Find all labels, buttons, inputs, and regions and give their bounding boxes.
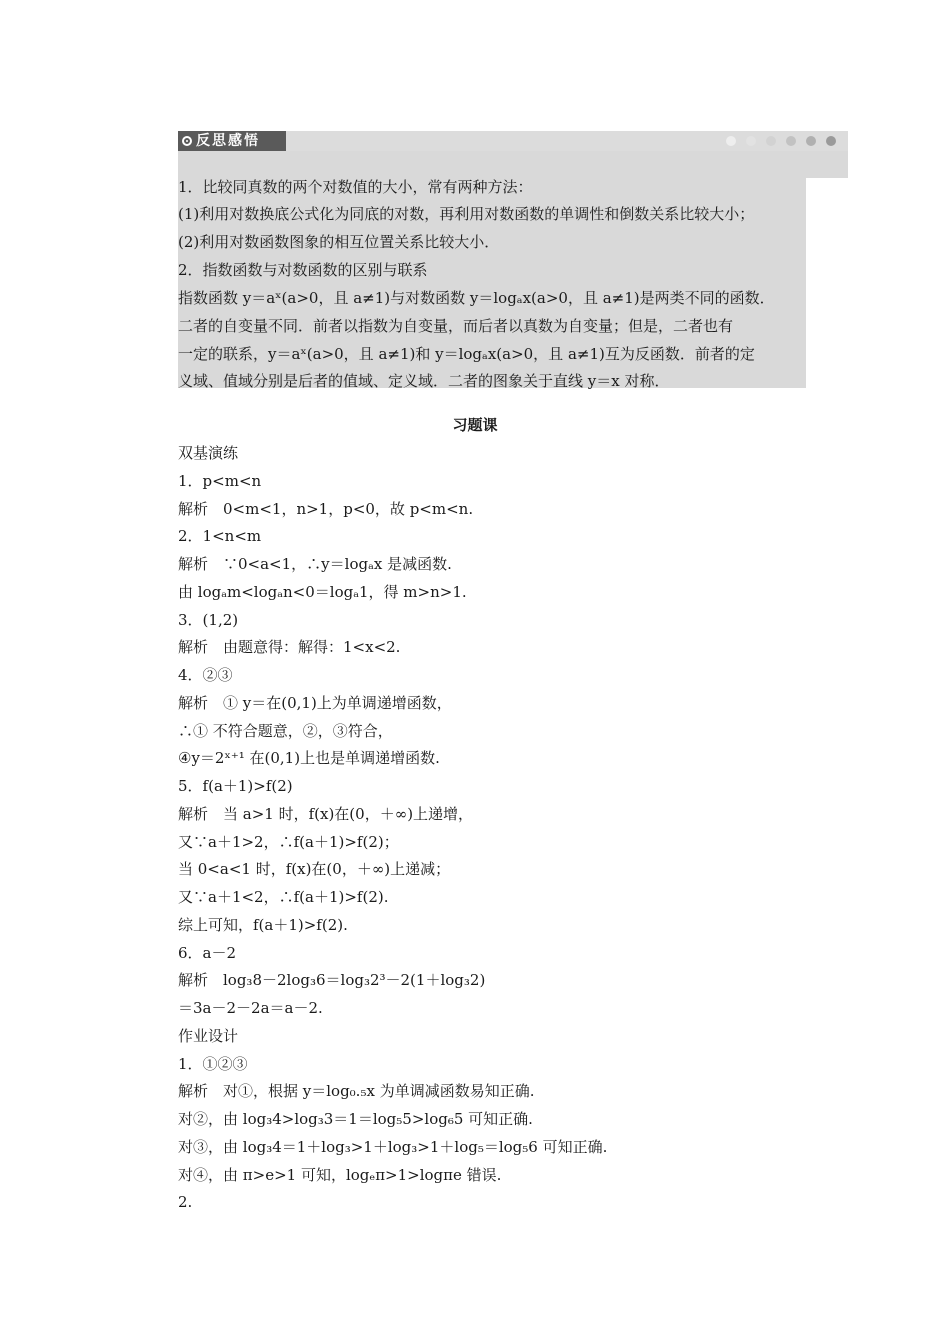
body-line: 2. [178, 1193, 193, 1211]
bullet-icon [182, 136, 192, 146]
body-line: ④y＝2ˣ⁺¹ 在(0,1)上也是单调递增函数. [178, 749, 440, 767]
reflection-banner [178, 131, 848, 151]
dot-icon [726, 136, 736, 146]
body-line: 解析 log₃8－2log₃6＝log₃2³－2(1＋log₃2) [178, 971, 486, 989]
body-line: 6．a－2 [178, 944, 237, 962]
body-line: 对④，由 π>e>1 可知，logₑπ>1>logπe 错误. [178, 1166, 502, 1184]
body-line: 又∵a＋1>2，∴f(a＋1)>f(2)； [178, 833, 399, 851]
reflection-line: 二者的自变量不同．前者以指数为自变量，而后者以真数为自变量；但是，二者也有 [178, 317, 734, 335]
decorative-dots [726, 136, 836, 146]
body-line: 5．f(a＋1)>f(2) [178, 777, 293, 795]
dot-icon [826, 136, 836, 146]
body-line: 解析 ∵0<a<1，∴y＝logₐx 是减函数. [178, 555, 452, 573]
body-line: 又∵a＋1<2，∴f(a＋1)>f(2). [178, 888, 389, 906]
dot-icon [746, 136, 756, 146]
body-line: 解析 对①，根据 y＝log₀.₅x 为单调减函数易知正确. [178, 1082, 535, 1100]
body-line: 对②，由 log₃4>log₃3＝1＝log₅5>log₆5 可知正确. [178, 1110, 533, 1128]
body-line: ＝3a－2－2a＝a－2. [178, 999, 323, 1017]
body-line: 1．p<m<n [178, 472, 262, 490]
body-line: 4．②③ [178, 666, 233, 684]
body-line: 1．①②③ [178, 1055, 248, 1073]
dot-icon [766, 136, 776, 146]
reflection-line: (2)利用对数函数图象的相互位置关系比较大小． [178, 233, 500, 251]
section-title: 习题课 [452, 416, 498, 434]
reflection-line: 一定的联系，y＝aˣ(a>0，且 a≠1)和 y＝logₐx(a>0，且 a≠1)互为反函数．前者的定 [178, 345, 755, 363]
body-line: 双基演练 [178, 444, 239, 462]
dot-icon [806, 136, 816, 146]
body-line: 2．1<n<m [178, 527, 262, 545]
body-line: 3．(1,2) [178, 611, 239, 629]
dot-icon [786, 136, 796, 146]
body-line: 解析 由题意得：解得：1<x<2. [178, 638, 401, 656]
reflection-line: 2．指数函数与对数函数的区别与联系 [178, 261, 428, 279]
body-line: 由 logₐm<logₐn<0＝logₐ1，得 m>n>1. [178, 583, 467, 601]
body-line: 解析 ① y＝在(0,1)上为单调递增函数， [178, 694, 452, 712]
body-line: 解析 当 a>1 时，f(x)在(0，＋∞)上递增， [178, 805, 474, 823]
body-line: 当 0<a<1 时，f(x)在(0，＋∞)上递减； [178, 860, 451, 878]
reflection-banner-tab [178, 131, 286, 151]
reflection-line: 1．比较同真数的两个对数值的大小，常有两种方法： [178, 178, 533, 196]
reflection-line: 指数函数 y＝aˣ(a>0，且 a≠1)与对数函数 y＝logₐx(a>0，且 a≠1)是两类不同的函数． [178, 289, 775, 307]
body-line: 对③，由 log₃4＝1＋log₃>1＋log₃>1＋log₅＝log₅6 可知正确. [178, 1138, 608, 1156]
reflection-title: 反思感悟 [196, 133, 260, 149]
body-line: 解析 0<m<1，n>1，p<0，故 p<m<n. [178, 500, 474, 518]
body-line: 综上可知，f(a＋1)>f(2). [178, 916, 348, 934]
body-line: 作业设计 [178, 1027, 239, 1045]
reflection-line: (1)利用对数换底公式化为同底的对数，再利用对数函数的单调性和倒数关系比较大小； [178, 205, 755, 223]
reflection-line: 义域、值域分别是后者的值域、定义域．二者的图象关于直线 y＝x 对称． [178, 372, 670, 390]
body-line: ∴① 不符合题意，②，③符合， [178, 722, 393, 740]
